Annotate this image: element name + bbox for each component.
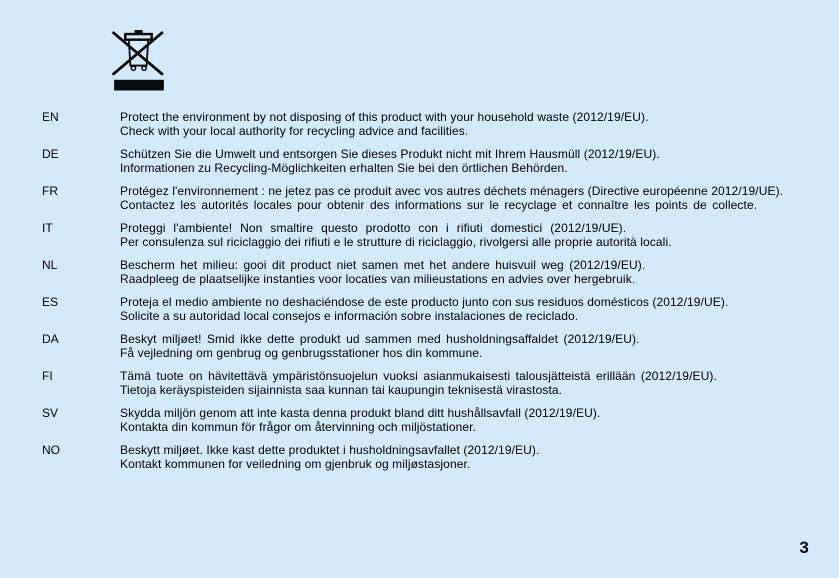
language-code: NL — [42, 258, 58, 272]
notice-line: Proteja el medio ambiente no deshaciéndose de este producto junto con sus residuos domésticos (2012/19/UE). — [120, 295, 729, 309]
notice-line: Få vejledning om genbrug og genbrugsstationer hos din kommune. — [120, 345, 483, 360]
notice-row-da — [42, 333, 812, 360]
notice-line: Protégez l'environnement : ne jetez pas ce produit avec vos autres déchets ménagers (Directive européenne 2012/19/UE). — [120, 184, 784, 198]
notice-row-it — [42, 222, 812, 249]
notice-line: Kontakta din kommun för frågor om återvinning och miljöstationer. — [120, 419, 477, 434]
language-code: ES — [42, 295, 59, 309]
language-code: FR — [42, 184, 58, 198]
notice-row-sv — [42, 407, 812, 434]
notice-line: Informationen zu Recycling-Möglichkeiten erhalten Sie bei den örtlichen Behörden. — [120, 160, 568, 175]
notice-line: Check with your local authority for recycling advice and facilities. — [120, 123, 469, 138]
multilingual-notices — [42, 111, 812, 481]
notice-row-es — [42, 296, 812, 323]
notice-line: Proteggi l'ambiente! Non smaltire questo prodotto con i rifiuti domestici (2012/19/UE). — [120, 221, 627, 235]
notice-line: Kontakt kommunen for veiledning om gjenbruk og miljøstasjoner. — [120, 456, 471, 471]
bin-wheel-left — [131, 66, 135, 70]
weee-bar — [114, 80, 164, 91]
language-code: SV — [42, 406, 59, 420]
notice-line: Per consulenza sul riciclaggio dei rifiuti e le strutture di riciclaggio, rivolgersi alle proprie autorità locali. — [120, 234, 672, 249]
language-code: IT — [42, 221, 53, 235]
notice-row-de — [42, 148, 812, 175]
notice-row-fr — [42, 185, 812, 212]
weee-crossed-out-bin-icon — [111, 29, 166, 97]
notice-line: Solicite a su autoridad local consejos e información sobre instalaciones de reciclado. — [120, 308, 579, 323]
notice-row-fi — [42, 370, 812, 397]
notice-line: Skydda miljön genom att inte kasta denna produkt bland ditt hushållsavfall (2012/19/EU). — [120, 406, 601, 420]
notice-line: Tietoja keräyspisteiden sijainnista saa kunnan tai kaupungin teknisestä virastosta. — [120, 382, 563, 397]
notice-row-no — [42, 444, 812, 471]
language-code: NO — [42, 443, 60, 457]
notice-line: Beskyt miljøet! Smid ikke dette produkt ud sammen med husholdningsaffaldet (2012/19/EU). — [120, 332, 640, 346]
page-number: 3 — [799, 538, 809, 557]
language-code: DE — [42, 147, 59, 161]
notice-line: Raadpleeg de plaatselijke instanties voor locaties van milieustations en advies over hergebruik. — [120, 271, 636, 286]
notice-row-en — [42, 111, 812, 138]
language-code: FI — [42, 369, 53, 383]
notice-line: Schützen Sie die Umwelt und entsorgen Sie dieses Produkt nicht mit Ihrem Hausmüll (2012/19/EU). — [120, 147, 660, 161]
notice-line: Bescherm het milieu: gooi dit product niet samen met het andere huisvuil weg (2012/19/EU). — [120, 258, 646, 272]
notice-line: Tämä tuote on hävitettävä ympäristönsuojelun vuoksi asianmukaisesti talousjätteistä erillään (2012/19/EU). — [120, 369, 717, 383]
notice-row-nl — [42, 259, 812, 286]
bin-wheel-right — [142, 66, 146, 70]
language-code: EN — [42, 110, 59, 124]
notice-line: Contactez les autorités locales pour obtenir des informations sur le recyclage et connaître les points de collecte. — [120, 197, 758, 212]
language-code: DA — [42, 332, 59, 346]
notice-line: Beskytt miljøet. Ikke kast dette produktet i husholdningsavfallet (2012/19/EU). — [120, 443, 540, 457]
notice-line: Protect the environment by not disposing of this product with your household waste (2012/19/EU). — [120, 110, 649, 124]
